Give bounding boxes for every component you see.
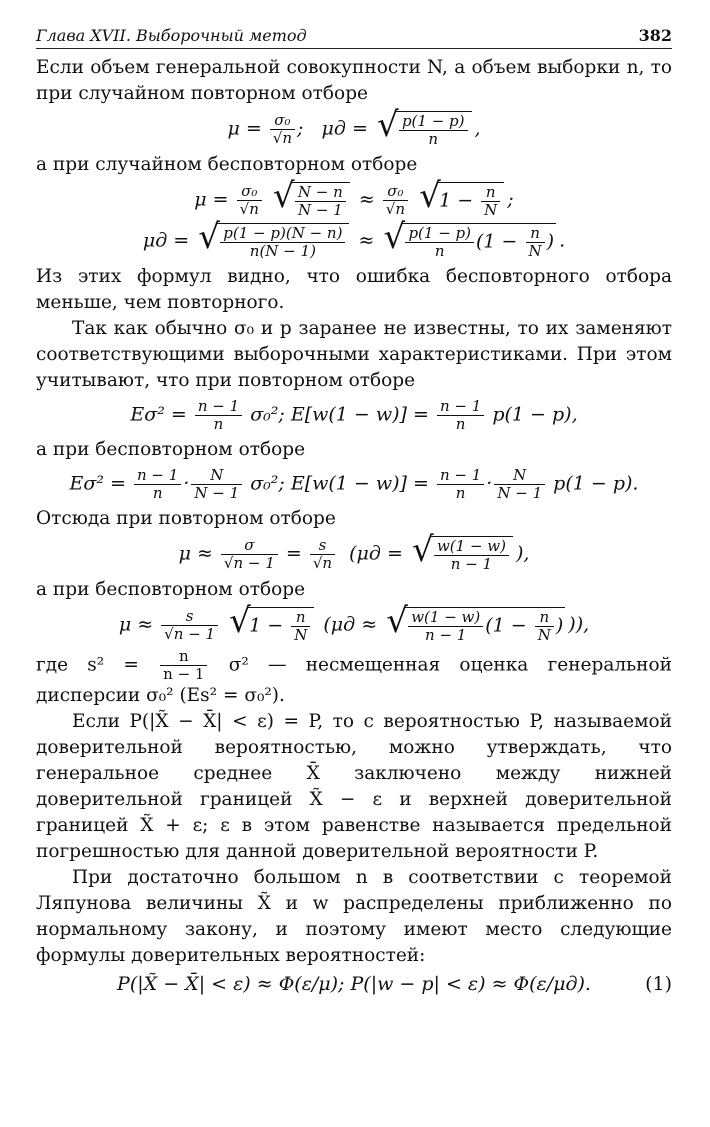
formula-confidence-probabilities: P(|X̃ − X̄| < ε) ≈ Φ(ε/μ); P(|w − p| < ε) ≈ Φ(ε/μд). (1) — [117, 973, 672, 995]
formula-repeated-sampling: μ = $\frac{\text{σ₀}}{√n}$ ; μд = √ $\frac{p(1 - p)}{n}$ , — [36, 111, 672, 148]
running-header — [36, 26, 672, 49]
paragraph-7: а при бесповторном отборе — [36, 579, 306, 600]
formula-expectation-repeated: Eσ² = $\frac{n - 1}{n}$ σ₀²; E[w(1 − w)] = $\frac{n - 1}{n}$ p(1 − p), — [130, 397, 578, 433]
paragraph-5: а при бесповторном отборе — [36, 439, 306, 460]
paragraph-1: Если объем генеральной совокупности N, а объем выборки n, то при случайном повторном отборе — [36, 57, 672, 104]
formula-nonrepeated-mu: μ = $\frac{\text{σ₀}}{√n}$ √ $\frac{N - n}{N - 1}$ ≈ $\frac{\text{σ₀}}{√n}$ √ 1 − $\frac{n}{N}$ ; — [36, 182, 672, 219]
formula-estimate-nonrepeated: μ ≈ $\frac{s}{√n - 1}$ √ 1 − $\frac{n}{N}$ (μд ≈ √ $\frac{w(1 - w)}{n - 1}$ (1 − $\frac{n}{N}$ ) )), — [36, 607, 672, 644]
formula-expectation-nonrepeated: Eσ² = $\frac{n - 1}{n}$ · $\frac{N}{N - 1}$ σ₀²; E[w(1 − w)] = $\frac{n - 1}{n}$ · $\frac{N}{N - 1}$ p(1 − p). — [69, 466, 639, 502]
chapter-title: Глава XVII. Выборочный метод — [36, 26, 307, 45]
paragraph-9: Если P(|X̃ − X̄| < ε) = P, то с вероятностью P, называемой доверительной вероятностью, можно утверждать, что генеральное среднее X̄ заключено между нижней доверительной границей X̃ − ε и верхней доверительной границей X̃ + ε; ε в этом равенстве называется предельной погрешностью для данной доверительной вероятности P. — [36, 711, 672, 862]
paragraph-6: Отсюда при повторном отборе — [36, 508, 336, 529]
page — [36, 26, 672, 999]
paragraph-10: При достаточно большом n в соответствии с теоремой Ляпунова величины X̃ и w распределены приближенно по нормальному закону, и поэтому имеют место следующие формулы доверительных вероятностей: — [36, 867, 672, 966]
paragraph-4: Так как обычно σ₀ и p заранее не известны, то их заменяют соответствующими выборочными характеристиками. При этом учитывают, что при повторном отборе — [36, 318, 672, 391]
formula-estimate-repeated: μ ≈ $\frac{\sigma}{√n - 1}$ = $\frac{s}{√n}$ (μд = √ $\frac{w(1 - w)}{n - 1}$ ), — [36, 536, 672, 573]
paragraph-8: где s² = $\frac{n}{n - 1}$ σ² — несмещенная оценка генеральной дисперсии σ₀² (Es² = σ₀²). — [36, 647, 672, 706]
paragraph-3: Из этих формул видно, что ошибка бесповторного отбора меньше, чем повторного. — [36, 266, 672, 313]
paragraph-2: а при случайном бесповторном отборе — [36, 154, 418, 175]
page-number: 382 — [638, 26, 672, 45]
formula-nonrepeated-mud: μд = √ $\frac{p(1 - p)(N - n)}{n(N - 1)}$ ≈ √ $\frac{p(1 - p)}{n}$ (1 − $\frac{n}{N}$ ) . — [36, 223, 672, 260]
equation-number: (1) — [645, 973, 672, 995]
